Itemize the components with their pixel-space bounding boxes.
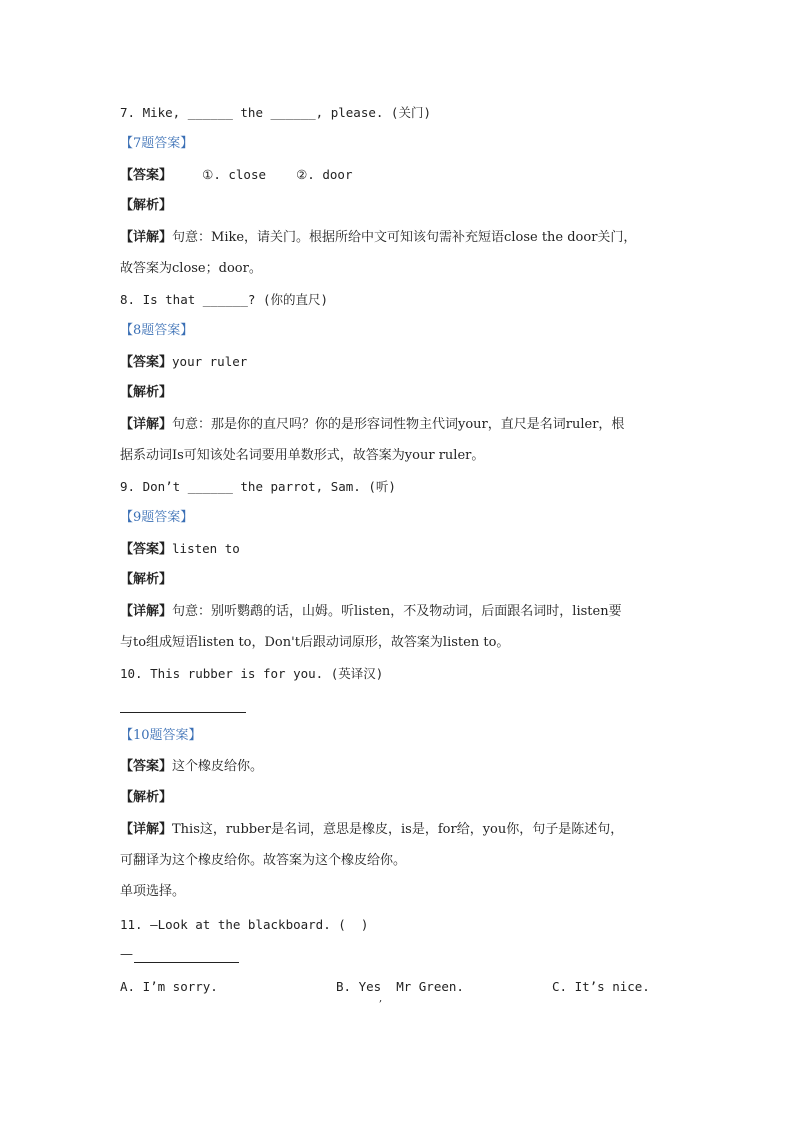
response-blank-line: [134, 962, 239, 963]
option-b: B. Yes Mr Green.: [336, 979, 464, 994]
question-10: 10. This rubber is for you. (英译汉): [120, 666, 384, 681]
question-8: 8. Is that ______? (你的直尺): [120, 292, 329, 307]
answer-label: 【答案】: [120, 168, 173, 183]
answer-text: ①. close ②. door: [172, 167, 353, 182]
analysis-label-8: 【解析】: [120, 385, 173, 400]
answer-9: 【答案】listen to: [120, 541, 240, 557]
detail-7-line1: 【详解】句意：Mike，请关门。根据所给中文可知该句需补充短语close the door关门，: [120, 230, 637, 245]
section-heading: 单项选择。: [120, 884, 186, 899]
detail-9-line2: 与to组成短语listen to，Don't后跟动词原形，故答案为listen to。: [120, 635, 510, 650]
option-c: C. It’s nice.: [552, 979, 650, 994]
answer-8: 【答案】your ruler: [120, 354, 248, 370]
detail-10-line2: 可翻译为这个橡皮给你。故答案为这个橡皮给你。: [120, 853, 407, 868]
comma-mark: ,: [379, 993, 383, 1004]
analysis-label-10: 【解析】: [120, 790, 173, 805]
detail-9-line1: 【详解】句意：别听鹦鹉的话，山姆。听listen，不及物动词，后面跟名词时，listen要: [120, 604, 622, 619]
answer-tag-8: 【8题答案】: [120, 323, 194, 338]
response-dash: —: [120, 947, 133, 962]
detail-10-line1: 【详解】This这，rubber是名词，意思是橡皮，is是，for给，you你，句子是陈述句，: [120, 822, 624, 837]
detail-8-line1: 【详解】句意：那是你的直尺吗？你的是形容词性物主代词your，直尺是名词ruler，根: [120, 417, 625, 432]
question-7: 7. Mike, ______ the ______, please. (关门): [120, 105, 431, 120]
detail-8-line2: 据系动词Is可知该处名词要用单数形式，故答案为your ruler。: [120, 448, 485, 463]
answer-blank-line: [120, 712, 246, 713]
question-9: 9. Don’t ______ the parrot, Sam. (听): [120, 479, 396, 494]
answer-tag-10: 【10题答案】: [120, 728, 202, 743]
question-11: 11. —Look at the blackboard. ( ): [120, 917, 369, 932]
analysis-label-9: 【解析】: [120, 572, 173, 587]
answer-tag-7: 【7题答案】: [120, 136, 194, 151]
detail-7-line2: 故答案为close；door。: [120, 261, 262, 276]
option-a: A. I’m sorry.: [120, 979, 218, 994]
answer-tag-9: 【9题答案】: [120, 510, 194, 525]
answer-7: [120, 166, 352, 185]
answer-10: 【答案】这个橡皮给你。: [120, 759, 264, 774]
analysis-label-7: 【解析】: [120, 198, 173, 213]
